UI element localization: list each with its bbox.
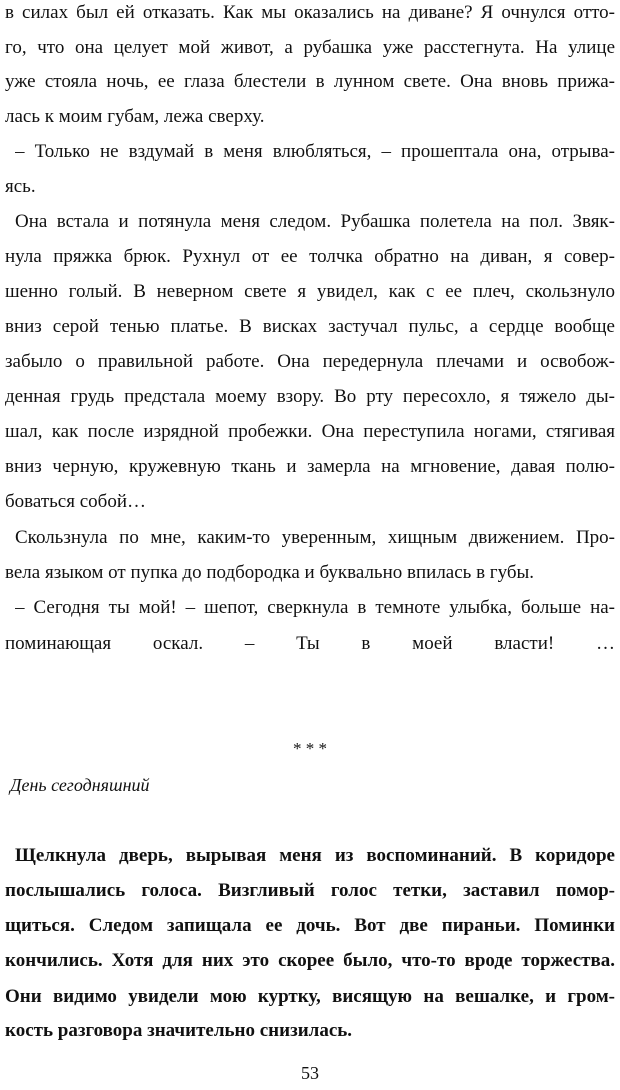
text-line: в силах был ей отказать. Как мы оказались на диване? Я очнулся отто- xyxy=(5,2,615,23)
section-separator: * * * xyxy=(293,739,327,758)
text-line: лась к моим губам, лежа сверху. xyxy=(5,106,265,127)
text-line: боваться собой… xyxy=(5,491,146,512)
text-line: вниз черную, кружевную ткань и замерла на мгновение, давая полю- xyxy=(5,456,615,477)
text-line: денная грудь предстала моему взору. Во рту пересохло, я тяжело ды- xyxy=(5,386,615,407)
text-line: вела языком от пупка до подбородка и буквально впилась в губы. xyxy=(5,562,535,583)
text-line: Скользнула по мне, каким-то уверенным, хищным движением. Про- xyxy=(15,527,615,548)
text-line: вниз серой тенью платье. В висках застучал пульс, а сердце вообще xyxy=(5,316,615,337)
text-line: шал, как после изрядной пробежки. Она переступила ногами, стягивая xyxy=(5,421,615,442)
text-line: ясь. xyxy=(5,176,36,197)
text-line: Она встала и потянула меня следом. Рубашка полетела на пол. Звяк- xyxy=(15,211,615,232)
text-line: шенно голый. В неверном свете я увидел, как с ее плеч, скользнуло xyxy=(5,281,615,302)
text-line: – Сегодня ты мой! – шепот, сверкнула в темноте улыбка, больше на- xyxy=(15,597,615,618)
chapter-heading: День сегодняшний xyxy=(10,775,150,795)
text-line: забыло о правильной работе. Она передернула плечами и освобож- xyxy=(5,351,615,372)
text-line: послышались голоса. Визгливый голос тетки, заставил помор- xyxy=(5,880,615,901)
text-line: нула пряжка брюк. Рухнул от ее толчка обратно на диван, я совер- xyxy=(5,246,615,267)
text-line: Они видимо увидели мою куртку, висящую на вешалке, и гром- xyxy=(5,986,615,1007)
text-line: го, что она целует мой живот, а рубашка уже расстегнута. На улице xyxy=(5,37,615,58)
text-line: уже стояла ночь, ее глаза блестели в лунном свете. Она вновь прижа- xyxy=(5,71,615,92)
page-number: 53 xyxy=(301,1063,319,1083)
text-line: поминающая оскал. – Ты в моей власти! … xyxy=(5,633,615,654)
text-line: щиться. Следом запищала ее дочь. Вот две пираньи. Поминки xyxy=(5,915,615,936)
text-line: Щелкнула дверь, вырывая меня из воспоминаний. В коридоре xyxy=(15,845,615,866)
text-line: кость разговора значительно снизилась. xyxy=(5,1020,353,1041)
text-line: кончились. Хотя для них это скорее было, что-то вроде торжества. xyxy=(5,950,615,971)
text-line: – Только не вздумай в меня влюбляться, – прошептала она, отрыва- xyxy=(15,141,615,162)
